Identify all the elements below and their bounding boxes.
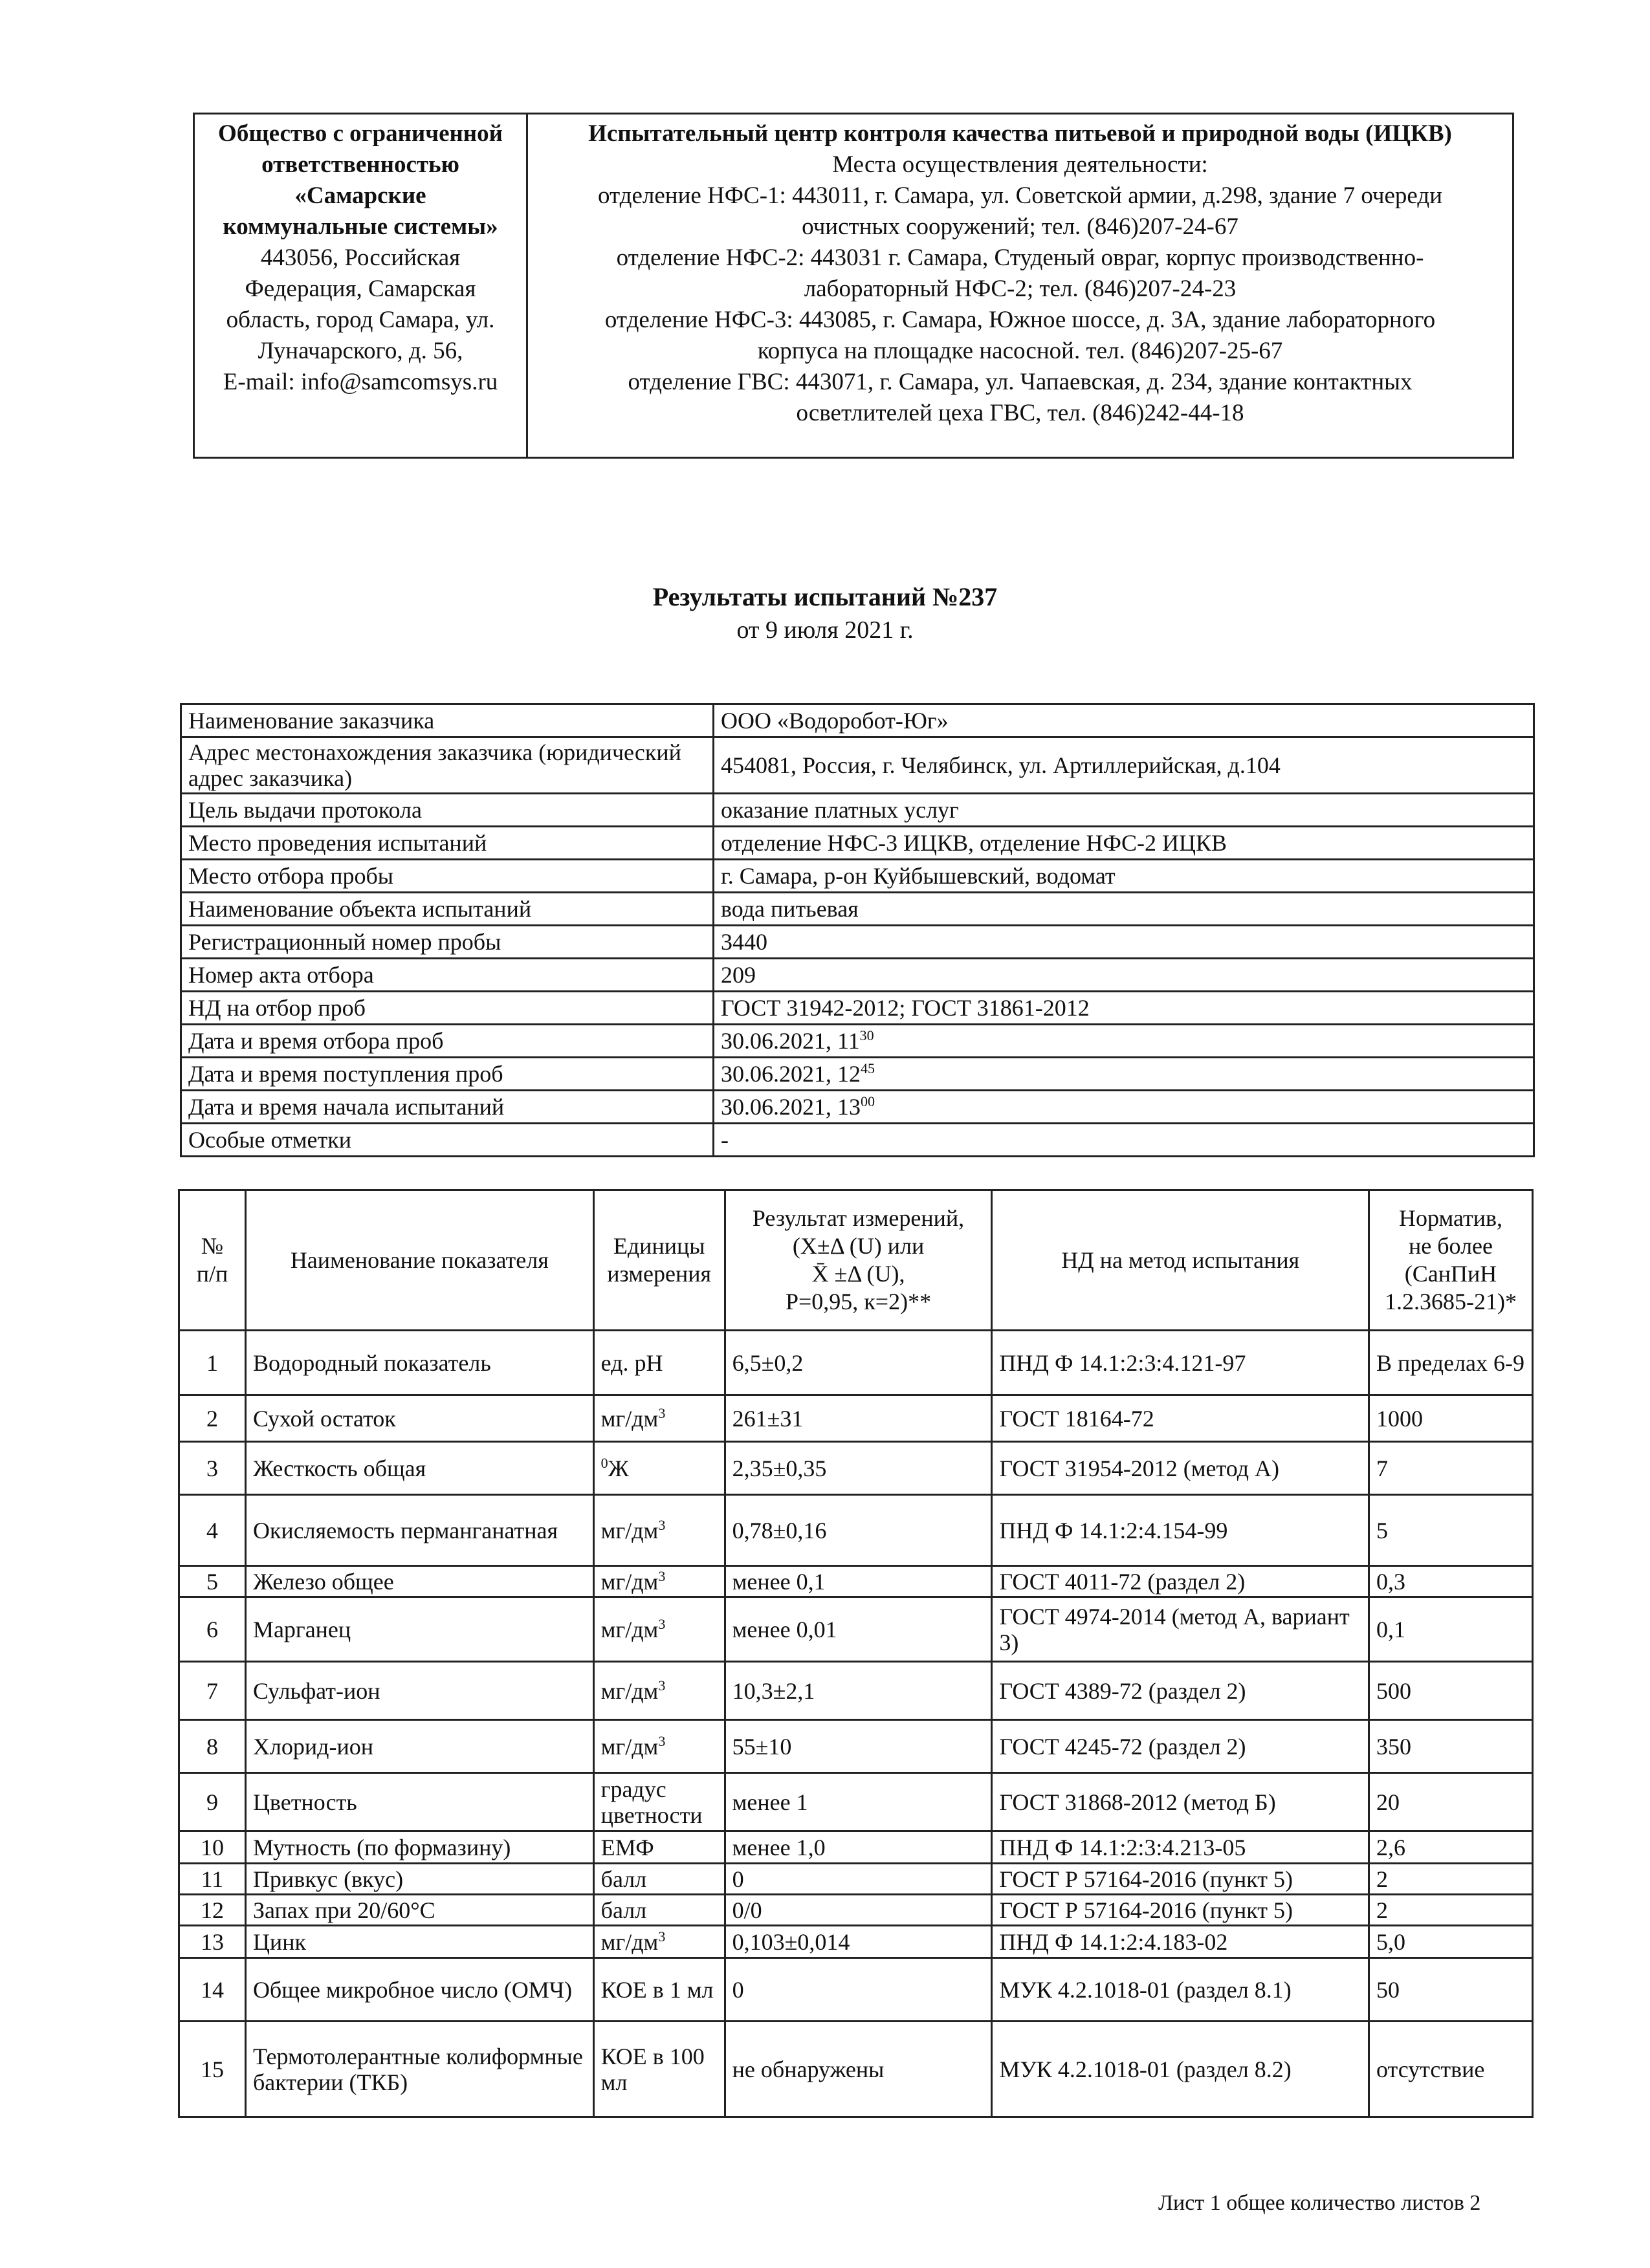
indicator-name: Жесткость общая bbox=[245, 1442, 593, 1495]
indicator-name: Сухой остаток bbox=[245, 1395, 593, 1442]
col-header-name: Наименование показателя bbox=[245, 1190, 593, 1331]
test-center-block bbox=[527, 114, 1513, 458]
row-number: 1 bbox=[179, 1331, 246, 1395]
header-line: X̄ ±Δ (U), bbox=[811, 1261, 905, 1287]
org-line: ответственностью bbox=[261, 151, 459, 178]
results-row bbox=[179, 1662, 1533, 1720]
results-row bbox=[179, 1895, 1533, 1926]
info-value-text: - bbox=[721, 1127, 729, 1153]
method-nd: ГОСТ Р 57164-2016 (пункт 5) bbox=[992, 1864, 1369, 1895]
location-line: отделение НФС-3: 443085, г. Самара, Южное шоссе, д. 3А, здание лабораторного bbox=[604, 307, 1436, 333]
sample-info-table bbox=[180, 703, 1535, 1157]
col-header-unit bbox=[593, 1190, 725, 1331]
header-line: Результат измерений, bbox=[752, 1205, 965, 1231]
norm-value: 2 bbox=[1369, 1864, 1533, 1895]
row-number: 3 bbox=[179, 1442, 246, 1495]
unit-cell bbox=[593, 1958, 725, 2022]
row-number: 10 bbox=[179, 1831, 246, 1864]
location-line: осветлителей цеха ГВС, тел. (846)242-44-18 bbox=[796, 400, 1244, 426]
indicator-name: Водородный показатель bbox=[245, 1331, 593, 1395]
unit-sup: 3 bbox=[658, 1404, 666, 1421]
unit-cell bbox=[593, 1662, 725, 1720]
row-number: 6 bbox=[179, 1597, 246, 1662]
indicator-name: Термотолерантные колиформные бактерии (ТКБ) bbox=[245, 2022, 593, 2117]
header-line: 1.2.3685-21)* bbox=[1385, 1289, 1517, 1314]
norm-value: 20 bbox=[1369, 1773, 1533, 1831]
result-value: 55±10 bbox=[725, 1720, 992, 1773]
info-row bbox=[181, 860, 1534, 893]
result-value: менее 1,0 bbox=[725, 1831, 992, 1864]
unit-text: ед. рН bbox=[600, 1349, 663, 1376]
method-nd: ГОСТ 31954-2012 (метод А) bbox=[992, 1442, 1369, 1495]
indicator-name: Окисляемость перманганатная bbox=[245, 1495, 593, 1566]
norm-value: 5,0 bbox=[1369, 1926, 1533, 1958]
unit-text: градус цветности bbox=[600, 1776, 703, 1828]
info-value bbox=[714, 737, 1534, 794]
result-value: менее 0,1 bbox=[725, 1566, 992, 1597]
unit-cell bbox=[593, 1331, 725, 1395]
test-center-locations bbox=[534, 149, 1506, 429]
info-row bbox=[181, 737, 1534, 794]
org-line: 443056, Российская bbox=[260, 245, 461, 271]
info-key: Наименование заказчика bbox=[181, 704, 714, 737]
norm-value: 0,1 bbox=[1369, 1597, 1533, 1662]
result-value: 0,78±0,16 bbox=[725, 1495, 992, 1566]
info-value bbox=[714, 1124, 1534, 1157]
organization-block bbox=[194, 114, 527, 458]
info-key: Дата и время отбора проб bbox=[181, 1025, 714, 1058]
info-row bbox=[181, 893, 1534, 926]
info-row bbox=[181, 992, 1534, 1025]
header-box bbox=[193, 113, 1514, 459]
results-row bbox=[179, 1864, 1533, 1895]
result-value: 0 bbox=[725, 1864, 992, 1895]
indicator-name: Привкус (вкус) bbox=[245, 1864, 593, 1895]
method-nd: ПНД Ф 14.1:2:4.183-02 bbox=[992, 1926, 1369, 1958]
row-number: 8 bbox=[179, 1720, 246, 1773]
unit-cell bbox=[593, 1895, 725, 1926]
unit-text: балл bbox=[600, 1897, 647, 1923]
info-value-text: 454081, Россия, г. Челябинск, ул. Артиллерийская, д.104 bbox=[721, 752, 1281, 778]
result-value: менее 1 bbox=[725, 1773, 992, 1831]
info-key: Адрес местонахождения заказчика (юридический адрес заказчика) bbox=[181, 737, 714, 794]
info-row bbox=[181, 1124, 1534, 1157]
result-value: 6,5±0,2 bbox=[725, 1331, 992, 1395]
unit-text: мг/дм bbox=[600, 1517, 659, 1543]
info-value-text: 3440 bbox=[721, 929, 767, 955]
info-value-text: ООО «Водоробот-Юг» bbox=[721, 708, 949, 734]
result-value: 0 bbox=[725, 1958, 992, 2022]
unit-text: мг/дм bbox=[600, 1568, 659, 1595]
unit-sup: 3 bbox=[658, 1928, 666, 1945]
results-row bbox=[179, 1720, 1533, 1773]
location-line: Места осуществления деятельности: bbox=[832, 151, 1208, 178]
org-line: Федерация, Самарская bbox=[245, 276, 476, 302]
norm-value: 2 bbox=[1369, 1895, 1533, 1926]
unit-sup: 3 bbox=[658, 1677, 666, 1694]
unit-text: балл bbox=[600, 1866, 647, 1892]
result-value: 0,103±0,014 bbox=[725, 1926, 992, 1958]
norm-value: В пределах 6-9 bbox=[1369, 1331, 1533, 1395]
indicator-name: Сульфат-ион bbox=[245, 1662, 593, 1720]
info-value bbox=[714, 860, 1534, 893]
results-row bbox=[179, 1331, 1533, 1395]
result-value: 0/0 bbox=[725, 1895, 992, 1926]
col-header-nd: НД на метод испытания bbox=[992, 1190, 1369, 1331]
header-line: Норматив, bbox=[1398, 1205, 1503, 1231]
results-row bbox=[179, 1831, 1533, 1864]
indicator-name: Хлорид-ион bbox=[245, 1720, 593, 1773]
row-number: 14 bbox=[179, 1958, 246, 2022]
indicator-name: Мутность (по формазину) bbox=[245, 1831, 593, 1864]
norm-value: 50 bbox=[1369, 1958, 1533, 2022]
result-value: менее 0,01 bbox=[725, 1597, 992, 1662]
results-row bbox=[179, 1926, 1533, 1958]
indicator-name: Железо общее bbox=[245, 1566, 593, 1597]
info-value bbox=[714, 992, 1534, 1025]
header-line: (X±Δ (U) или bbox=[792, 1233, 925, 1259]
unit-cell bbox=[593, 1566, 725, 1597]
info-value-text: 30.06.2021, 11 bbox=[721, 1028, 860, 1054]
info-value-text: ГОСТ 31942-2012; ГОСТ 31861-2012 bbox=[721, 995, 1090, 1021]
header-line: Единицы bbox=[613, 1233, 705, 1259]
unit-cell bbox=[593, 2022, 725, 2117]
norm-value: 350 bbox=[1369, 1720, 1533, 1773]
row-number: 5 bbox=[179, 1566, 246, 1597]
row-number: 13 bbox=[179, 1926, 246, 1958]
info-key: Наименование объекта испытаний bbox=[181, 893, 714, 926]
info-value bbox=[714, 1025, 1534, 1058]
info-value bbox=[714, 926, 1534, 959]
info-value-text: 30.06.2021, 13 bbox=[721, 1094, 861, 1120]
time-minutes: 45 bbox=[861, 1060, 875, 1076]
org-line: Луначарского, д. 56, bbox=[258, 338, 463, 364]
unit-cell bbox=[593, 1495, 725, 1566]
org-line: Общество с ограниченной bbox=[218, 120, 503, 147]
unit-text: ЕМФ bbox=[600, 1834, 654, 1860]
unit-text: КОЕ в 1 мл bbox=[600, 1976, 714, 2003]
info-value bbox=[714, 1091, 1534, 1124]
time-minutes: 00 bbox=[861, 1093, 875, 1109]
results-row bbox=[179, 1566, 1533, 1597]
unit-text: мг/дм bbox=[600, 1405, 659, 1432]
info-value-text: отделение НФС-3 ИЦКВ, отделение НФС-2 ИЦКВ bbox=[721, 830, 1227, 856]
info-key: Регистрационный номер пробы bbox=[181, 926, 714, 959]
unit-cell bbox=[593, 1864, 725, 1895]
header-line: не более bbox=[1409, 1233, 1493, 1259]
results-row bbox=[179, 2022, 1533, 2117]
unit-sup: 3 bbox=[658, 1567, 666, 1584]
method-nd: ГОСТ 4389-72 (раздел 2) bbox=[992, 1662, 1369, 1720]
norm-value: 0,3 bbox=[1369, 1566, 1533, 1597]
info-row bbox=[181, 926, 1534, 959]
info-value bbox=[714, 1058, 1534, 1091]
method-nd: МУК 4.2.1018-01 (раздел 8.2) bbox=[992, 2022, 1369, 2117]
indicator-name: Общее микробное число (ОМЧ) bbox=[245, 1958, 593, 2022]
info-key: НД на отбор проб bbox=[181, 992, 714, 1025]
unit-text: мг/дм bbox=[600, 1928, 659, 1955]
header-line: № bbox=[201, 1233, 224, 1259]
org-line: E-mail: info@samcomsys.ru bbox=[223, 369, 498, 395]
indicator-name: Запах при 20/60°С bbox=[245, 1895, 593, 1926]
unit-text: мг/дм bbox=[600, 1677, 659, 1704]
results-row bbox=[179, 1773, 1533, 1831]
info-value-text: оказание платных услуг bbox=[721, 797, 959, 823]
info-row bbox=[181, 794, 1534, 827]
col-header-norm bbox=[1369, 1190, 1533, 1331]
method-nd: ПНД Ф 14.1:2:4.154-99 bbox=[992, 1495, 1369, 1566]
row-number: 11 bbox=[179, 1864, 246, 1895]
norm-value: 5 bbox=[1369, 1495, 1533, 1566]
unit-text: Ж bbox=[608, 1455, 629, 1481]
location-line: корпуса на площадке насосной. тел. (846)207-25-67 bbox=[757, 338, 1283, 364]
unit-text: КОЕ в 100 мл bbox=[600, 2043, 705, 2095]
method-nd: ГОСТ 4974-2014 (метод А, вариант 3) bbox=[992, 1597, 1369, 1662]
results-row bbox=[179, 1395, 1533, 1442]
method-nd: МУК 4.2.1018-01 (раздел 8.1) bbox=[992, 1958, 1369, 2022]
result-value: 2,35±0,35 bbox=[725, 1442, 992, 1495]
info-row bbox=[181, 1025, 1534, 1058]
indicator-name: Цветность bbox=[245, 1773, 593, 1831]
info-value bbox=[714, 704, 1534, 737]
info-value-text: г. Самара, р-он Куйбышевский, водомат bbox=[721, 863, 1116, 889]
info-row bbox=[181, 959, 1534, 992]
result-value: не обнаружены bbox=[725, 2022, 992, 2117]
info-key: Место проведения испытаний bbox=[181, 827, 714, 860]
method-nd: ГОСТ Р 57164-2016 (пункт 5) bbox=[992, 1895, 1369, 1926]
unit-cell bbox=[593, 1720, 725, 1773]
info-key: Дата и время начала испытаний bbox=[181, 1091, 714, 1124]
info-row bbox=[181, 827, 1534, 860]
info-value-text: 209 bbox=[721, 962, 756, 988]
header-line: п/п bbox=[196, 1261, 228, 1287]
location-line: отделение НФС-1: 443011, г. Самара, ул. Советской армии, д.298, здание 7 очереди bbox=[597, 182, 1442, 209]
row-number: 4 bbox=[179, 1495, 246, 1566]
page-footer: Лист 1 общее количество листов 2 bbox=[1158, 2191, 1481, 2215]
method-nd: ГОСТ 4245-72 (раздел 2) bbox=[992, 1720, 1369, 1773]
indicator-name: Марганец bbox=[245, 1597, 593, 1662]
unit-cell bbox=[593, 1597, 725, 1662]
org-line: область, город Самара, ул. bbox=[226, 307, 495, 333]
location-line: лабораторный НФС-2; тел. (846)207-24-23 bbox=[804, 276, 1237, 302]
info-key: Цель выдачи протокола bbox=[181, 794, 714, 827]
row-number: 15 bbox=[179, 2022, 246, 2117]
info-row bbox=[181, 704, 1534, 737]
unit-cell bbox=[593, 1442, 725, 1495]
info-key: Место отбора пробы bbox=[181, 860, 714, 893]
info-value-text: 30.06.2021, 12 bbox=[721, 1061, 861, 1087]
document-date: от 9 июля 2021 г. bbox=[736, 616, 914, 644]
unit-cell bbox=[593, 1773, 725, 1831]
results-row bbox=[179, 1597, 1533, 1662]
row-number: 7 bbox=[179, 1662, 246, 1720]
row-number: 9 bbox=[179, 1773, 246, 1831]
test-center-title: Испытательный центр контроля качества питьевой и природной воды (ИЦКВ) bbox=[588, 120, 1452, 147]
location-line: очистных сооружений; тел. (846)207-24-67 bbox=[802, 213, 1238, 240]
unit-sup: 3 bbox=[658, 1615, 666, 1632]
result-value: 261±31 bbox=[725, 1395, 992, 1442]
norm-value: отсутствие bbox=[1369, 2022, 1533, 2117]
unit-text: мг/дм bbox=[600, 1733, 659, 1760]
info-value bbox=[714, 827, 1534, 860]
method-nd: ГОСТ 31868-2012 (метод Б) bbox=[992, 1773, 1369, 1831]
results-row bbox=[179, 1442, 1533, 1495]
location-line: отделение НФС-2: 443031 г. Самара, Студеный овраг, корпус производственно- bbox=[616, 245, 1424, 271]
unit-cell bbox=[593, 1831, 725, 1864]
info-value bbox=[714, 959, 1534, 992]
row-number: 2 bbox=[179, 1395, 246, 1442]
row-number: 12 bbox=[179, 1895, 246, 1926]
org-line: «Самарские bbox=[294, 182, 426, 209]
header-line: P=0,95, к=2)** bbox=[785, 1289, 932, 1314]
norm-value: 7 bbox=[1369, 1442, 1533, 1495]
indicator-name: Цинк bbox=[245, 1926, 593, 1958]
unit-cell bbox=[593, 1926, 725, 1958]
col-header-num bbox=[179, 1190, 246, 1331]
info-row bbox=[181, 1058, 1534, 1091]
results-table bbox=[178, 1189, 1534, 2118]
info-row bbox=[181, 1091, 1534, 1124]
col-header-result bbox=[725, 1190, 992, 1331]
info-key: Дата и время поступления проб bbox=[181, 1058, 714, 1091]
method-nd: ГОСТ 4011-72 (раздел 2) bbox=[992, 1566, 1369, 1597]
info-value-text: вода питьевая bbox=[721, 896, 859, 922]
unit-sup: 3 bbox=[658, 1516, 666, 1533]
results-row bbox=[179, 1495, 1533, 1566]
location-line: отделение ГВС: 443071, г. Самара, ул. Чапаевская, д. 234, здание контактных bbox=[628, 369, 1413, 395]
unit-prefix-sup: 0 bbox=[600, 1454, 608, 1471]
unit-cell bbox=[593, 1395, 725, 1442]
document-title: Результаты испытаний №237 bbox=[652, 582, 998, 611]
info-value bbox=[714, 794, 1534, 827]
header-line: (СанПиН bbox=[1404, 1261, 1497, 1287]
results-header-row bbox=[179, 1190, 1533, 1331]
header-line: измерения bbox=[607, 1261, 712, 1287]
info-value bbox=[714, 893, 1534, 926]
norm-value: 500 bbox=[1369, 1662, 1533, 1720]
info-key: Номер акта отбора bbox=[181, 959, 714, 992]
unit-text: мг/дм bbox=[600, 1616, 659, 1642]
norm-value: 1000 bbox=[1369, 1395, 1533, 1442]
results-row bbox=[179, 1958, 1533, 2022]
norm-value: 2,6 bbox=[1369, 1831, 1533, 1864]
org-line: коммунальные системы» bbox=[223, 213, 498, 240]
method-nd: ГОСТ 18164-72 bbox=[992, 1395, 1369, 1442]
method-nd: ПНД Ф 14.1:2:3:4.213-05 bbox=[992, 1831, 1369, 1864]
result-value: 10,3±2,1 bbox=[725, 1662, 992, 1720]
unit-sup: 3 bbox=[658, 1732, 666, 1749]
method-nd: ПНД Ф 14.1:2:3:4.121-97 bbox=[992, 1331, 1369, 1395]
time-minutes: 30 bbox=[859, 1027, 874, 1043]
info-key: Особые отметки bbox=[181, 1124, 714, 1157]
